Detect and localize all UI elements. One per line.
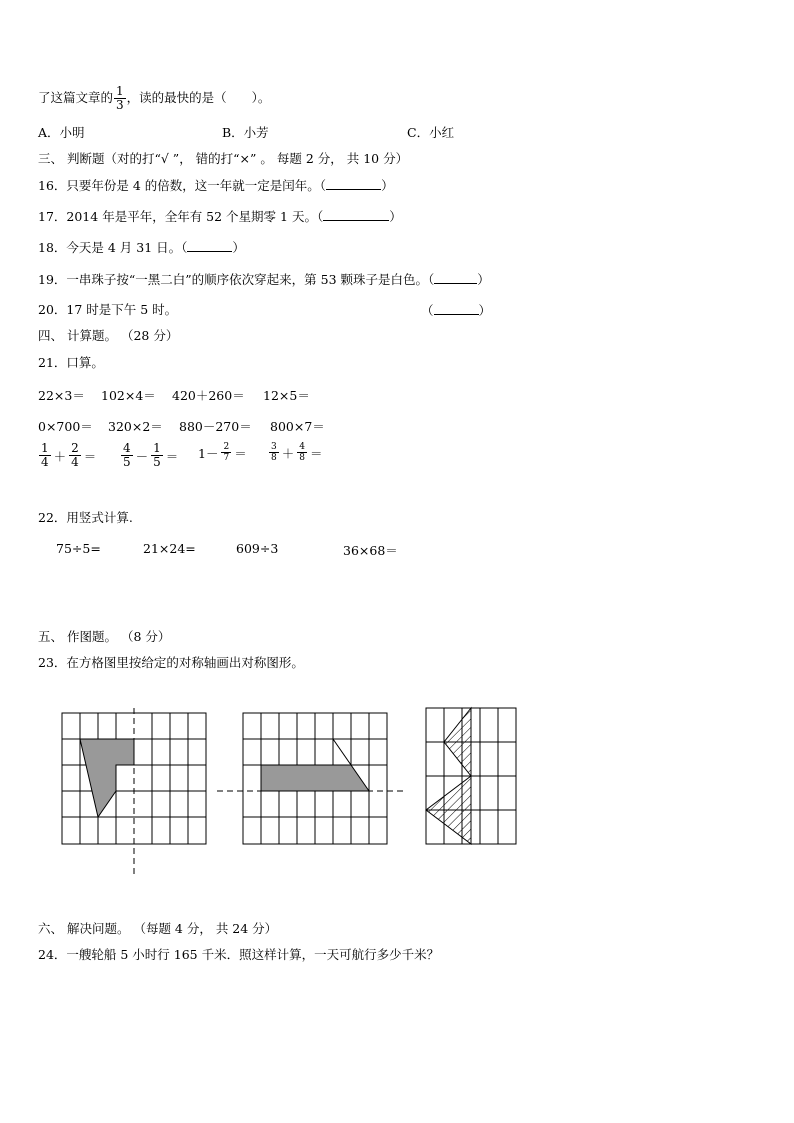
vertical-calc-item: 21×24= (143, 541, 196, 556)
oral-calc-item: 12×5＝ (263, 388, 310, 403)
vertical-calc-item: 36×68＝ (343, 543, 398, 558)
vertical-calc-row (56, 541, 456, 557)
given-shape (80, 739, 134, 817)
question-23-title: 23．在方格图里按给定的对称轴画出对称图形。 (38, 655, 304, 670)
oral-calc-item: 102×4＝ (101, 388, 156, 403)
fraction-expression: $\frac{1}{4}$ ＋ $\frac{2}{4}$ ＝ (41, 441, 97, 469)
question-20: 20．17 时是下午 5 时。 (38, 302, 178, 317)
answer-blank-19[interactable] (434, 271, 477, 284)
section-5-title: 五、 作图题。 （8 分） (38, 629, 171, 644)
q15-option-c[interactable]: C．小红 (407, 125, 455, 140)
question-17: 17．2014 年是平年，全年有 52 个星期零 1 天。（ ） (38, 209, 402, 224)
q15-option-b[interactable]: B．小芳 (222, 125, 269, 140)
question-21-title: 21．口算。 (38, 355, 104, 370)
section-3-title: 三、 判断题（对的打“√ ”， 错的打“×” 。 每题 2 分， 共 10 分） (38, 151, 409, 166)
question-18: 18．今天是 4 月 31 日。（ ） (38, 240, 245, 255)
question-16: 16．只要年份是 4 的倍数，这一年就一定是闰年。（ ） (38, 178, 394, 193)
answer-blank-20[interactable] (434, 302, 479, 315)
q15-option-a[interactable]: A．小明 (38, 125, 85, 140)
given-shape (444, 708, 471, 776)
oral-calc-item: 320×2＝ (108, 419, 163, 434)
vertical-calc-item: 75÷5= (56, 541, 101, 556)
question-22-title: 22．用竖式计算. (38, 510, 133, 525)
oral-calc-item: 22×3＝ (38, 388, 85, 403)
oral-calc-row-3 (38, 442, 438, 482)
vertical-calc-item: 609÷3 (236, 541, 279, 556)
question-20-answer: （ ） (421, 303, 492, 318)
answer-blank-17[interactable] (323, 208, 389, 221)
answer-blank-16[interactable] (326, 177, 381, 190)
fraction-expression: $\frac{4}{5}$ － $\frac{1}{5}$ ＝ (123, 441, 179, 469)
question-24-title: 24．一艘轮船 5 小时行 165 千米．照这样计算，一天可航行多少千米？ (38, 947, 440, 962)
given-shape (426, 776, 471, 844)
section-4-title: 四、 计算题。 （28 分） (38, 328, 179, 343)
q15-stem (38, 85, 270, 112)
fraction-expression: 1－ $\frac{2}{7}$ ＝ (198, 442, 247, 463)
oral-calc-item: 420＋260＝ (172, 388, 245, 403)
fraction-expression: $\frac{3}{8}$ ＋ $\frac{4}{8}$ ＝ (271, 442, 323, 463)
symmetry-grid-3 (424, 706, 520, 846)
symmetry-grid-1 (60, 708, 210, 874)
q15-fraction: $\frac{1}{3}$ (116, 84, 124, 112)
symmetry-grid-2 (215, 708, 405, 848)
oral-calc-item: 0×700＝ (38, 419, 93, 434)
oral-calc-row-1 (38, 386, 438, 402)
question-19: 19．一串珠子按“一黑二白”的顺序依次穿起来，第 53 颗珠子是白色。（ ） (38, 272, 490, 287)
section-6-title: 六、 解决问题。 （每题 4 分， 共 24 分） (38, 921, 278, 936)
q15-prefix: 了这篇文章的 (38, 90, 114, 105)
oral-calc-item: 800×7＝ (270, 419, 325, 434)
oral-calc-item: 880－270＝ (179, 419, 252, 434)
q15-suffix: ，读的最快的是（ ）。 (126, 90, 271, 105)
answer-blank-18[interactable] (187, 239, 232, 252)
oral-calc-row-2 (38, 417, 438, 433)
